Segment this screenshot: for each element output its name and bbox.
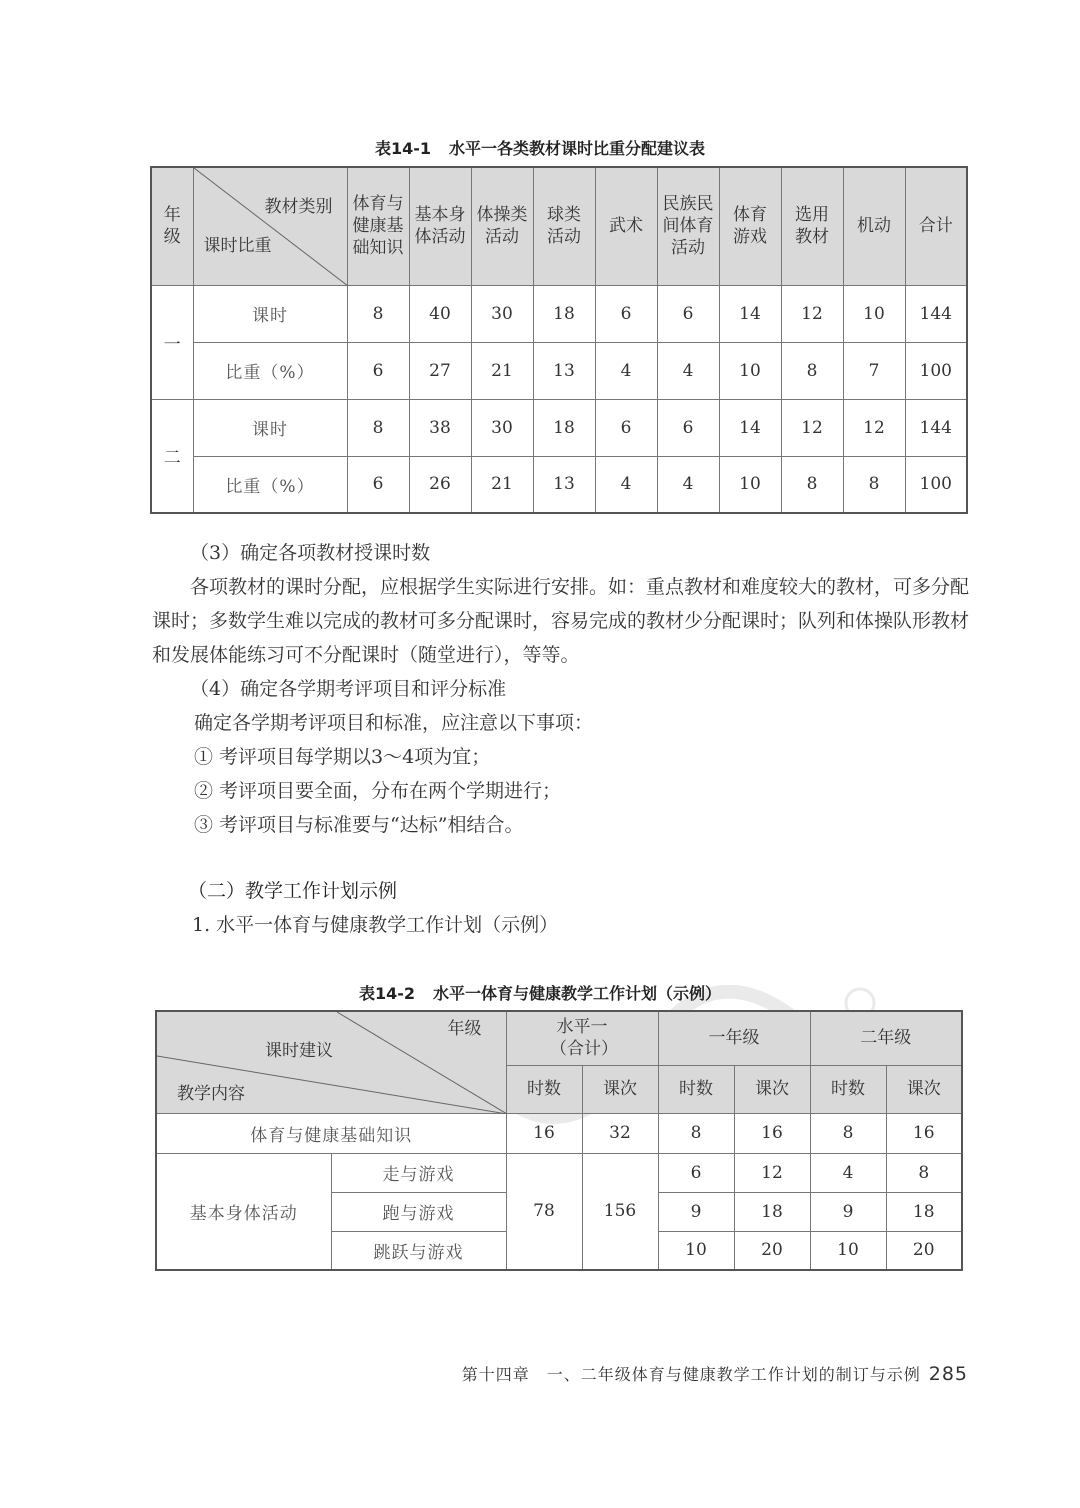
group-total-hours: 78 — [506, 1153, 582, 1270]
table2-header-row — [156, 1011, 962, 1065]
table-cell: 14 — [719, 285, 781, 342]
table-cell: 18 — [533, 285, 595, 342]
table2-caption-number: 表14-2 — [358, 984, 416, 1003]
table-cell: 30 — [471, 285, 533, 342]
table-cell: 6 — [657, 285, 719, 342]
table1-caption-number: 表14-1 — [374, 139, 432, 158]
table-cell: 16 — [886, 1113, 962, 1153]
group-label: 基本身体活动 — [156, 1153, 331, 1270]
table-cell: 8 — [347, 285, 409, 342]
table-cell: 8 — [781, 342, 843, 399]
group-total-lessons: 156 — [582, 1153, 658, 1270]
diag-mid-label: 课时建议 — [265, 1041, 333, 1061]
table-cell: 13 — [533, 456, 595, 513]
table-row — [156, 1113, 962, 1153]
table-row — [151, 342, 967, 399]
table-cell: 8 — [347, 399, 409, 456]
table-cell: 21 — [471, 456, 533, 513]
table-cell: 18 — [533, 399, 595, 456]
column-header: 体育与健康基础知识 — [347, 167, 409, 285]
table-cell: 12 — [781, 285, 843, 342]
row-label: 比重（%） — [193, 456, 347, 513]
table2-diagonal-header — [156, 1011, 506, 1113]
diag-bottom-label: 课时比重 — [203, 235, 272, 256]
table-cell: 6 — [595, 285, 657, 342]
diag-top-label: 年级 — [447, 1019, 482, 1039]
table-cell: 8 — [843, 456, 905, 513]
table1-diagonal-header — [193, 167, 347, 285]
table-cell: 6 — [657, 399, 719, 456]
table-cell: 14 — [719, 399, 781, 456]
table-cell: 20 — [734, 1231, 810, 1270]
table-cell: 32 — [582, 1113, 658, 1153]
row-label: 体育与健康基础知识 — [156, 1113, 506, 1153]
teaching-plan-table — [155, 1010, 963, 1271]
table2-caption — [0, 981, 1080, 1004]
grade-cell: 一 — [151, 285, 193, 399]
column-header: 体操类活动 — [471, 167, 533, 285]
table-cell: 8 — [886, 1153, 962, 1192]
table-cell: 4 — [595, 342, 657, 399]
table-cell: 144 — [905, 285, 967, 342]
body-text — [152, 536, 972, 842]
table-cell: 10 — [719, 342, 781, 399]
table-cell: 6 — [347, 456, 409, 513]
table-cell: 12 — [843, 399, 905, 456]
column-header: 机动 — [843, 167, 905, 285]
table2-caption-title: 水平一体育与健康教学工作计划（示例） — [433, 984, 722, 1003]
hours-header: 时数 — [658, 1065, 734, 1113]
diag-bottom-label: 教学内容 — [177, 1083, 245, 1104]
table-cell: 6 — [347, 342, 409, 399]
table-cell: 16 — [734, 1113, 810, 1153]
table-cell: 6 — [658, 1153, 734, 1192]
column-header: 选用教材 — [781, 167, 843, 285]
subsection-heading: 1. 水平一体育与健康教学工作计划（示例） — [192, 914, 559, 936]
table-cell: 4 — [810, 1153, 886, 1192]
list-item: ② 考评项目要全面，分布在两个学期进行； — [194, 780, 562, 802]
row-label: 跑与游戏 — [331, 1192, 506, 1231]
row-label: 跳跃与游戏 — [331, 1231, 506, 1270]
grade2-header: 二年级 — [810, 1011, 962, 1065]
table-cell: 10 — [719, 456, 781, 513]
row-label: 课时 — [193, 285, 347, 342]
column-header: 基本身体活动 — [409, 167, 471, 285]
table1-caption — [0, 136, 1080, 159]
diag-top-label: 教材类别 — [264, 197, 333, 217]
table1-caption-title: 水平一各类教材课时比重分配建议表 — [449, 139, 706, 158]
subsection-3-body: 各项教材的课时分配，应根据学生实际进行安排。如：重点教材和难度较大的教材，可多分配课时；多数学生难以完成的教材可多分配课时，容易完成的教材少分配课时；队列和体操队形教材和发展体能练习可不分配课时（随堂进行），等等。 — [152, 576, 970, 666]
table-cell: 8 — [658, 1113, 734, 1153]
list-item: ③ 考评项目与标准要与“达标”相结合。 — [194, 814, 524, 836]
section-heading: （二）教学工作计划示例 — [188, 880, 398, 902]
column-header: 民族民间体育活动 — [657, 167, 719, 285]
table-cell: 16 — [506, 1113, 582, 1153]
lessons-header: 课次 — [734, 1065, 810, 1113]
list-item: ① 考评项目每学期以3～4项为宜； — [194, 746, 491, 768]
table-row — [151, 285, 967, 342]
table-cell: 6 — [595, 399, 657, 456]
table-cell: 38 — [409, 399, 471, 456]
table-cell: 30 — [471, 399, 533, 456]
table-cell: 100 — [905, 456, 967, 513]
lessons-header: 课次 — [582, 1065, 658, 1113]
table-cell: 10 — [810, 1231, 886, 1270]
table-cell: 8 — [810, 1113, 886, 1153]
table-cell: 18 — [886, 1192, 962, 1231]
table-cell: 10 — [843, 285, 905, 342]
table-cell: 144 — [905, 399, 967, 456]
table-cell: 13 — [533, 342, 595, 399]
table-cell: 8 — [781, 456, 843, 513]
table-cell: 9 — [810, 1192, 886, 1231]
row-label: 走与游戏 — [331, 1153, 506, 1192]
course-hours-table — [150, 166, 968, 514]
subsection-3-title: （3）确定各项教材授课时数 — [190, 542, 431, 564]
table-row — [156, 1153, 962, 1192]
table-row — [151, 456, 967, 513]
page-footer — [462, 1362, 968, 1385]
lessons-header: 课次 — [886, 1065, 962, 1113]
table-cell: 21 — [471, 342, 533, 399]
table-cell: 18 — [734, 1192, 810, 1231]
table-cell: 20 — [886, 1231, 962, 1270]
table-cell: 9 — [658, 1192, 734, 1231]
table-cell: 40 — [409, 285, 471, 342]
table1-header-row — [151, 167, 967, 285]
table-cell: 4 — [657, 456, 719, 513]
table-cell: 4 — [657, 342, 719, 399]
table-cell: 12 — [734, 1153, 810, 1192]
table-cell: 7 — [843, 342, 905, 399]
table-cell: 26 — [409, 456, 471, 513]
subsection-4-body: 确定各学期考评项目和标准，应注意以下事项： — [194, 712, 594, 734]
table-cell: 100 — [905, 342, 967, 399]
grade-header: 年级 — [151, 167, 193, 285]
hours-header: 时数 — [506, 1065, 582, 1113]
table-cell: 10 — [658, 1231, 734, 1270]
grade-cell: 二 — [151, 399, 193, 513]
table-cell: 12 — [781, 399, 843, 456]
table-cell: 27 — [409, 342, 471, 399]
row-label: 课时 — [193, 399, 347, 456]
page-number: 285 — [928, 1363, 968, 1385]
column-header: 体育游戏 — [719, 167, 781, 285]
grade1-header: 一年级 — [658, 1011, 810, 1065]
column-header: 球类活动 — [533, 167, 595, 285]
column-header: 合计 — [905, 167, 967, 285]
chapter-title: 第十四章 一、二年级体育与健康教学工作计划的制订与示例 — [461, 1365, 921, 1384]
table-cell: 4 — [595, 456, 657, 513]
subsection-4-title: （4）确定各学期考评项目和评分标准 — [190, 678, 507, 700]
table-row — [151, 399, 967, 456]
hours-header: 时数 — [810, 1065, 886, 1113]
row-label: 比重（%） — [193, 342, 347, 399]
level-header: 水平一（合计） — [506, 1011, 658, 1065]
column-header: 武术 — [595, 167, 657, 285]
